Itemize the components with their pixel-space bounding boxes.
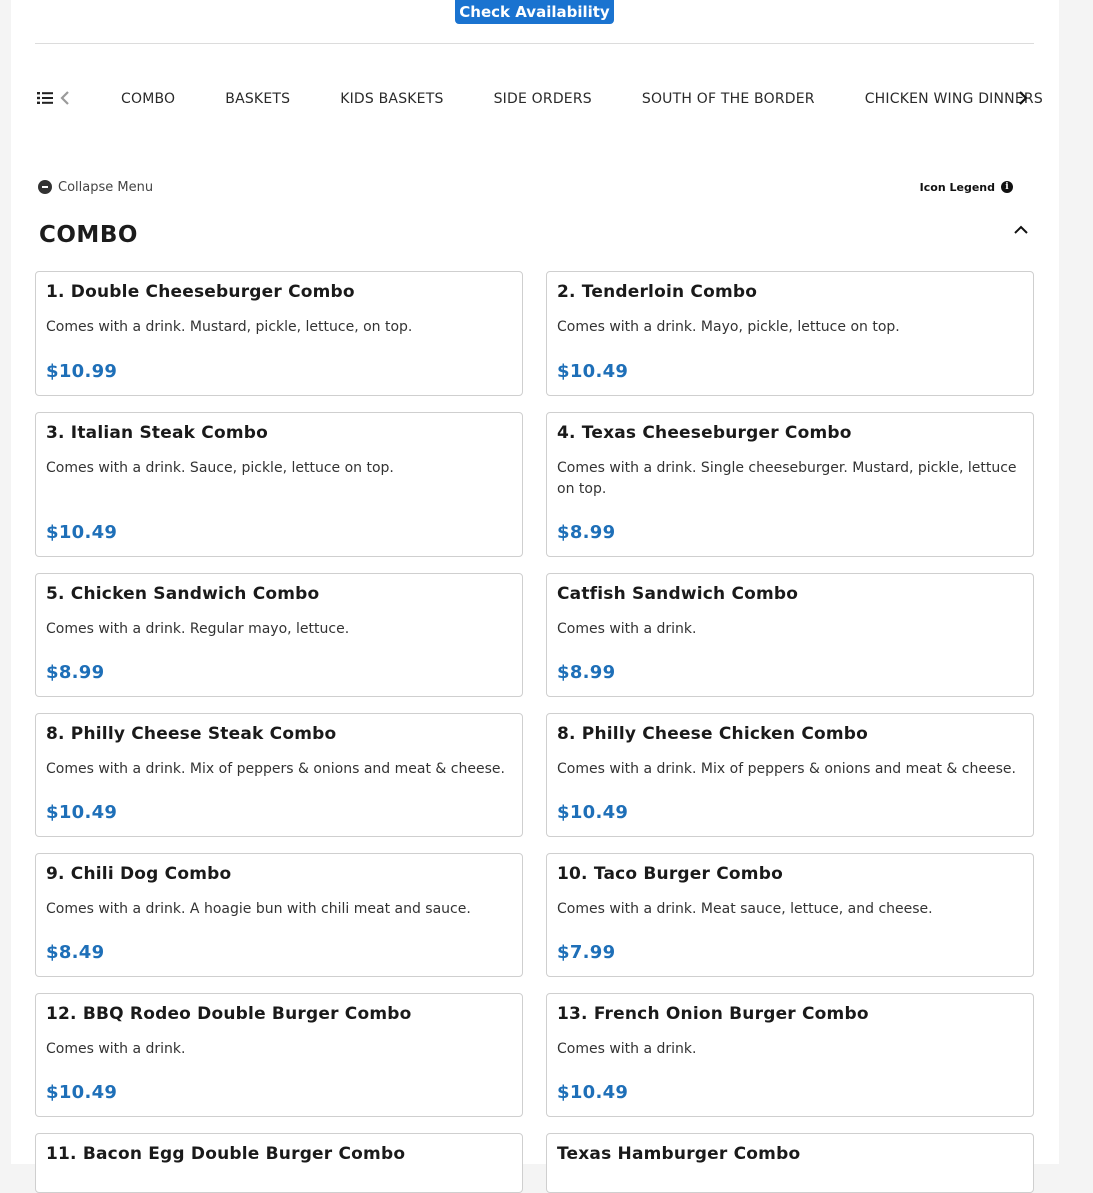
menu-item-card[interactable]: [35, 993, 523, 1117]
menu-item-name: 8. Philly Cheese Steak Combo: [46, 724, 337, 744]
menu-item-price: $8.49: [46, 942, 105, 963]
menu-item-description: Comes with a drink. Mix of peppers & onions and meat & cheese.: [557, 761, 1016, 777]
menu-item-description: Comes with a drink. Regular mayo, lettuce.: [46, 621, 350, 637]
menu-item-name: 8. Philly Cheese Chicken Combo: [557, 724, 869, 744]
menu-item-description: Comes with a drink. Mustard, pickle, lettuce, on top.: [46, 319, 413, 335]
menu-item-description: Comes with a drink. Meat sauce, lettuce, and cheese.: [557, 901, 933, 917]
menu-item-card[interactable]: [35, 271, 523, 396]
category-tab[interactable]: BASKETS: [225, 91, 291, 107]
info-icon: i: [1001, 181, 1013, 193]
category-tab[interactable]: KIDS BASKETS: [340, 91, 444, 107]
menu-item-card[interactable]: [35, 412, 523, 557]
menu-item-description: Comes with a drink.: [557, 621, 697, 637]
menu-item-name: 11. Bacon Egg Double Burger Combo: [46, 1144, 406, 1164]
menu-item-card[interactable]: [546, 993, 1034, 1117]
menu-item-price: $8.99: [557, 662, 616, 683]
category-nav: [11, 78, 1059, 120]
menu-item-description: Comes with a drink. Sauce, pickle, lettuce on top.: [46, 460, 394, 476]
menu-item-description: Comes with a drink. Single cheeseburger. Mustard, pickle, lettuce on top.: [557, 460, 1017, 497]
menu-item-name: 10. Taco Burger Combo: [557, 864, 783, 884]
menu-item-card[interactable]: [35, 573, 523, 697]
check-availability-button[interactable]: Check Availability: [455, 0, 614, 24]
menu-item-description: Comes with a drink.: [46, 1041, 186, 1057]
menu-item-card[interactable]: [35, 1133, 523, 1193]
minus-circle-icon: [38, 180, 52, 194]
menu-item-card[interactable]: [546, 713, 1034, 837]
menu-item-card[interactable]: [546, 573, 1034, 697]
chevron-left-icon[interactable]: [55, 88, 75, 108]
menu-item-name: 4. Texas Cheeseburger Combo: [557, 423, 852, 443]
availability-bar: [35, 0, 1034, 44]
section-title: COMBO: [39, 222, 138, 248]
menu-item-name: 1. Double Cheeseburger Combo: [46, 282, 355, 302]
menu-item-card[interactable]: [546, 271, 1034, 396]
menu-item-card[interactable]: [35, 713, 523, 837]
menu-item-description: Comes with a drink. A hoagie bun with chili meat and sauce.: [46, 901, 471, 917]
menu-item-price: $10.49: [46, 1082, 118, 1103]
menu-item-name: 12. BBQ Rodeo Double Burger Combo: [46, 1004, 412, 1024]
menu-item-price: $10.49: [46, 802, 118, 823]
menu-item-description: Comes with a drink.: [557, 1041, 697, 1057]
category-tabs: [101, 78, 1043, 120]
category-tab[interactable]: SOUTH OF THE BORDER: [641, 91, 815, 107]
menu-item-name: 9. Chili Dog Combo: [46, 864, 232, 884]
menu-item-price: $10.49: [557, 802, 629, 823]
menu-item-price: $10.99: [46, 361, 118, 382]
icon-legend-button[interactable]: [920, 178, 1013, 196]
menu-item-price: $10.49: [557, 361, 629, 382]
menu-item-name: 2. Tenderloin Combo: [557, 282, 758, 302]
category-tab[interactable]: CHICKEN WING DINNERS: [864, 91, 1043, 107]
collapse-menu-label: Collapse Menu: [58, 179, 154, 195]
menu-item-price: $8.99: [557, 522, 616, 543]
menu-item-name: 3. Italian Steak Combo: [46, 423, 268, 443]
menu-page: [11, 0, 1059, 1164]
chevron-up-icon[interactable]: [1013, 222, 1029, 238]
menu-item-name: 13. French Onion Burger Combo: [557, 1004, 869, 1024]
category-tab[interactable]: SIDE ORDERS: [493, 91, 592, 107]
menu-item-card[interactable]: [546, 1133, 1034, 1193]
collapse-menu-button[interactable]: [38, 178, 153, 196]
menu-item-card[interactable]: [546, 853, 1034, 977]
list-icon[interactable]: [35, 88, 55, 108]
menu-item-card[interactable]: [35, 853, 523, 977]
menu-item-name: 5. Chicken Sandwich Combo: [46, 584, 320, 604]
category-tab[interactable]: COMBO: [121, 91, 176, 107]
menu-item-name: Catfish Sandwich Combo: [557, 584, 799, 604]
menu-item-description: Comes with a drink. Mix of peppers & onions and meat & cheese.: [46, 761, 505, 777]
menu-item-name: Texas Hamburger Combo: [557, 1144, 801, 1164]
icon-legend-label: Icon Legend: [919, 180, 995, 194]
menu-item-price: $10.49: [46, 522, 118, 543]
menu-item-price: $7.99: [557, 942, 616, 963]
menu-item-card[interactable]: [546, 412, 1034, 557]
menu-item-price: $8.99: [46, 662, 105, 683]
chevron-right-icon[interactable]: [1013, 88, 1033, 108]
menu-item-description: Comes with a drink. Mayo, pickle, lettuce on top.: [557, 319, 900, 335]
menu-item-price: $10.49: [557, 1082, 629, 1103]
